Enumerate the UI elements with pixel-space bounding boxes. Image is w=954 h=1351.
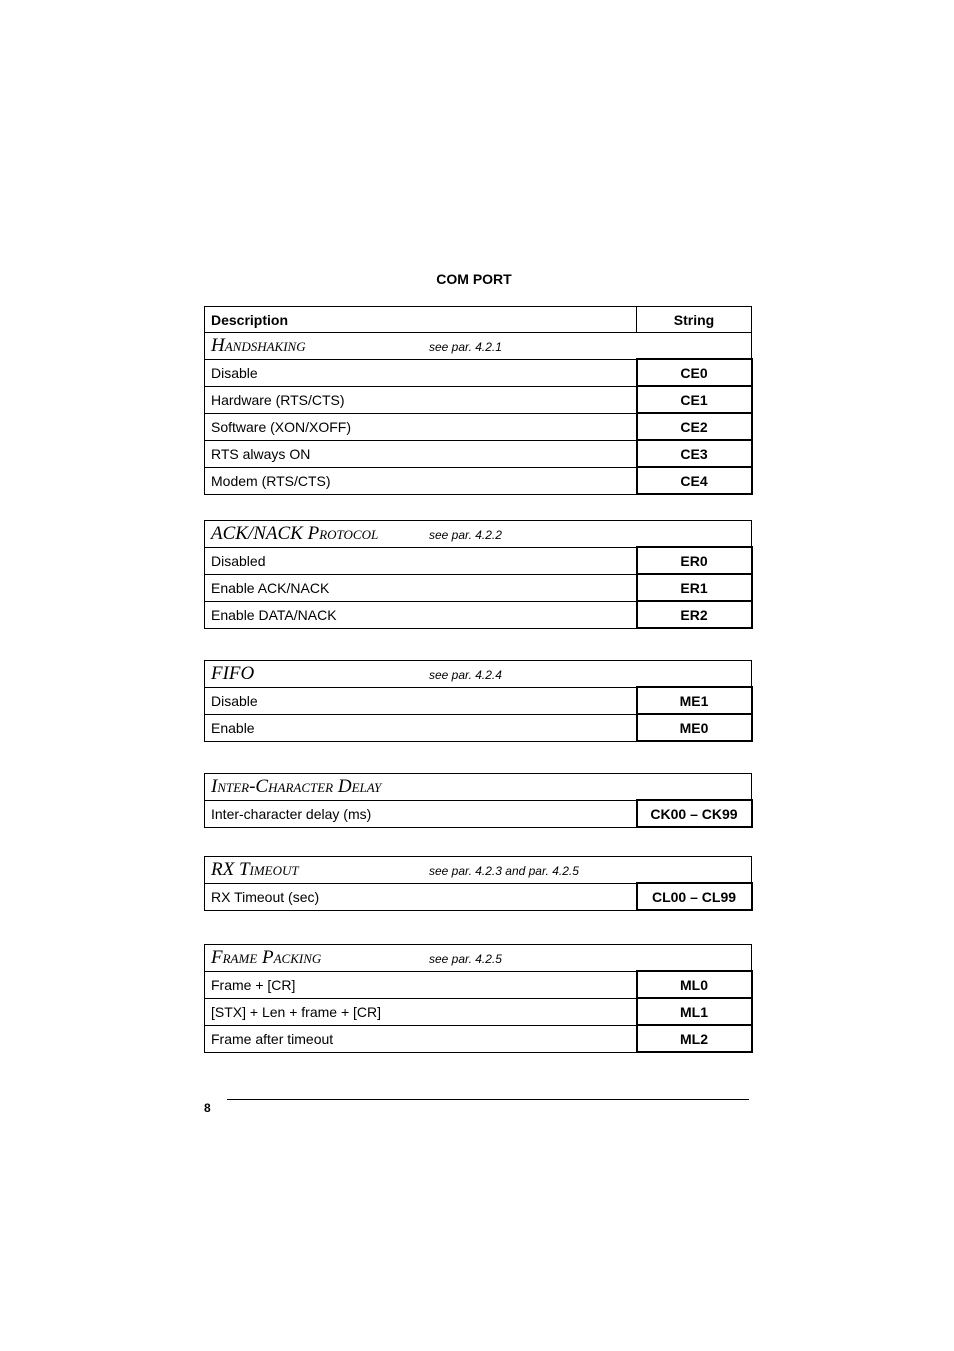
row-label: Frame after timeout [205,1025,637,1052]
table-row [205,883,752,910]
section-title: Frame Packing [211,946,322,968]
row-label: Enable ACK/NACK [205,574,637,601]
row-code: ER1 [637,574,752,601]
fifo-table [204,660,753,742]
row-code: CK00 – CK99 [637,800,752,827]
section-title: ACK/NACK Protocol [211,522,379,544]
table-row [205,359,752,386]
table-row [205,386,752,413]
page-title: COM PORT [436,271,512,287]
section-reference: see par. 4.2.5 [429,951,502,966]
table-row [205,467,752,494]
row-code: ML0 [637,971,752,998]
row-label: Disable [205,359,637,386]
row-label: Disable [205,687,637,714]
table-row [205,1025,752,1052]
ack-nack-table [204,520,753,629]
description-header: Description [205,307,637,333]
row-label: RTS always ON [205,440,637,467]
table-row [205,800,752,827]
row-label: RX Timeout (sec) [205,883,637,910]
table-row [205,440,752,467]
frame-packing-table [204,944,753,1053]
table-row [205,574,752,601]
footer-divider [227,1099,749,1100]
row-code: ER0 [637,547,752,574]
section-reference: see par. 4.2.4 [429,667,502,682]
section-header-handshaking [205,333,752,360]
section-title: Handshaking [211,334,306,356]
row-label: Disabled [205,547,637,574]
row-code: ML1 [637,998,752,1025]
section-header-inter-character-delay [205,774,752,801]
table-header-row [205,307,752,333]
row-label: Modem (RTS/CTS) [205,467,637,494]
row-label: [STX] + Len + frame + [CR] [205,998,637,1025]
table-row [205,601,752,628]
row-code: CE0 [637,359,752,386]
row-label: Frame + [CR] [205,971,637,998]
section-reference: see par. 4.2.2 [429,527,502,542]
row-code: CE1 [637,386,752,413]
row-code: ME0 [637,714,752,741]
row-code: CE2 [637,413,752,440]
row-code: CE4 [637,467,752,494]
row-label: Enable DATA/NACK [205,601,637,628]
section-title: Inter-Character Delay [211,775,382,797]
page-number: 8 [204,1101,211,1115]
row-code: ML2 [637,1025,752,1052]
table-row [205,714,752,741]
row-label: Hardware (RTS/CTS) [205,386,637,413]
section-header-fifo [205,661,752,688]
string-header: String [637,307,752,333]
section-header-frame-packing [205,945,752,972]
table-row [205,998,752,1025]
section-title: RX Timeout [211,858,299,880]
row-code: ME1 [637,687,752,714]
section-title: FIFO [211,662,255,684]
row-label: Enable [205,714,637,741]
row-code: CE3 [637,440,752,467]
section-header-rx-timeout [205,857,752,884]
table-row [205,687,752,714]
section-reference: see par. 4.2.1 [429,339,502,354]
rx-timeout-table [204,856,753,911]
row-code: CL00 – CL99 [637,883,752,910]
section-header-ack-nack [205,521,752,548]
row-label: Software (XON/XOFF) [205,413,637,440]
section-reference: see par. 4.2.3 and par. 4.2.5 [429,863,579,878]
row-label: Inter-character delay (ms) [205,800,637,827]
inter-character-delay-table [204,773,753,828]
handshaking-table [204,306,753,495]
row-code: ER2 [637,601,752,628]
table-row [205,971,752,998]
table-row [205,547,752,574]
table-row [205,413,752,440]
